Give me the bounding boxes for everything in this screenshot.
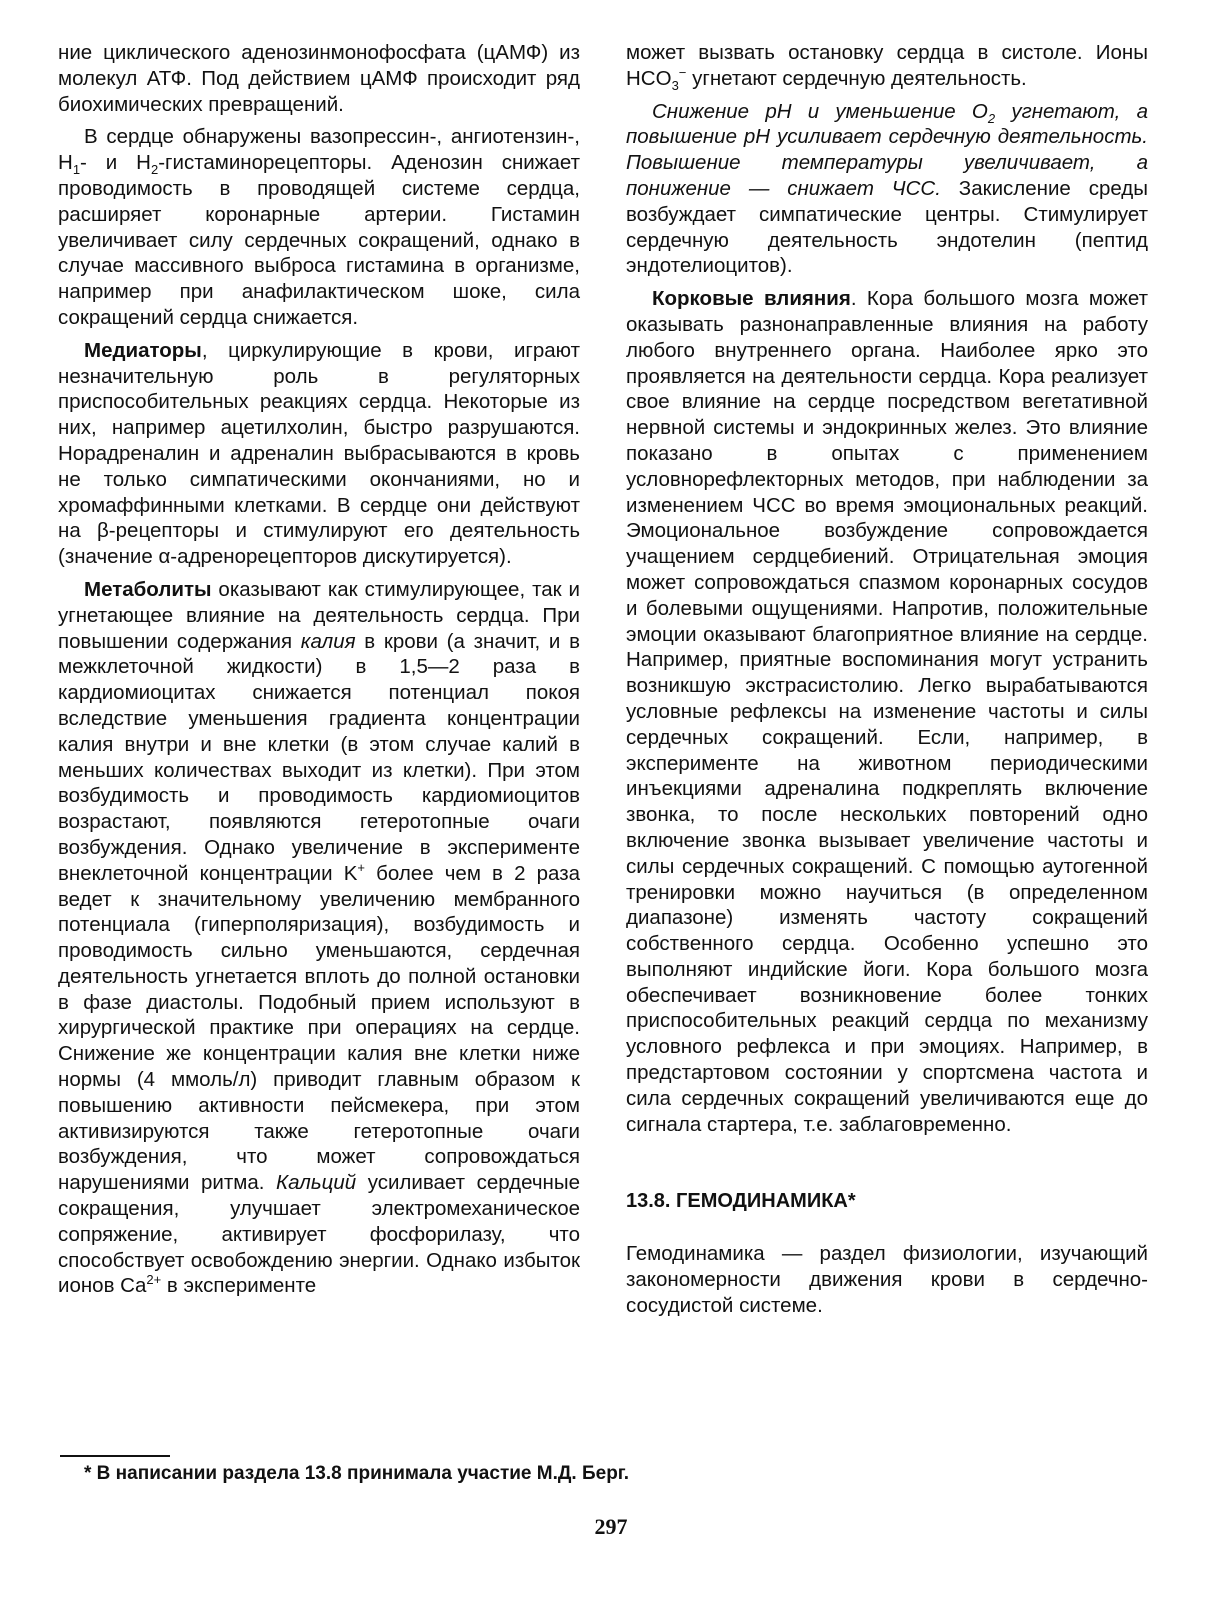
potassium-term: калия: [300, 629, 356, 653]
paragraph-metabolites: [58, 577, 580, 1299]
hco3-superscript: −: [678, 64, 687, 80]
paragraph-ions: [626, 40, 1148, 92]
ph-italic-b: угнетают, а повышение pH усиливает сердечную деятельность. Повышение температуры увеличивает, а понижение — снижает ЧСС.: [626, 99, 1148, 200]
paragraph-mediators: [58, 338, 580, 570]
paragraph-camp-continuation: ние циклического аденозинмонофосфата (цАМФ) из молекул АТФ. Под действием цАМФ происходит ряд биохимических превращений.: [58, 41, 580, 116]
right-column: [626, 40, 1148, 1326]
o2-subscript: 2: [987, 110, 996, 126]
metabolites-text-e: в эксперименте: [161, 1274, 317, 1298]
footnote-divider: [60, 1455, 170, 1457]
metabolites-text-b: в крови (а значит, и в межклеточной жидкости) в 1,5—2 раза в кардиомиоцитах снижается потенциал покоя вследствие уменьшения градиента концентрации калия внутри и вне клетки (в этом случае калий в меньших количествах выходит из клетки). При этом возбудимость и проводимость кардиомиоцитов возрастают, появляются гетеротопные очаги возбуждения. Однако увеличение в эксперименте внеклеточной концентрации K: [58, 629, 580, 885]
ca-superscript: 2+: [146, 1272, 162, 1288]
ions-text-b: угнетают сердечную деятельность.: [686, 66, 1027, 90]
receptors-text-a: В сердце обнаружены вазопрессин-, ангиотензин-, H: [58, 125, 580, 175]
metabolites-text-d: усиливает сердечные сокращения, улучшает электромеханическое сопряжение, активирует фосфорилазу, что способствует освобождению энергии. Однако избыток ионов Ca: [58, 1171, 580, 1298]
ions-text-a: может вызвать остановку сердца в систоле. Ионы HCO: [626, 41, 1148, 90]
left-column: [58, 40, 580, 1306]
metabolites-text-c: более чем в 2 раза ведет к значительному увеличению мембранного потенциала (гиперполяризация), возбудимость и проводимость сильно уменьшаются, сердечная деятельность угнетается вплоть до полной остановки в фазе диастолы. Подобный прием используют в хирургической практике при операциях на сердце. Снижение же концентрации калия вне клетки ниже нормы (4 ммоль/л) приводит главным образом к повышению активности пейсмекера, при этом активизируются также гетеротопные очаги возбуждения, что может сопровождаться нарушениями ритма.: [58, 861, 580, 1195]
page-number: 297: [594, 1514, 628, 1539]
cortical-term: Корковые влияния: [652, 287, 851, 311]
ph-italic-a: Снижение pH и уменьшение O: [652, 99, 988, 123]
h2-subscript: 2: [150, 162, 159, 178]
paragraph-cortical: [626, 286, 1148, 1137]
metabolites-term: Метаболиты: [84, 577, 212, 601]
footnote: * В написании раздела 13.8 принимала участие М.Д. Берг.: [84, 1463, 630, 1484]
ph-text: Закисление среды возбуждает симпатические центры. Стимулирует сердечную деятельность эндотелин (пептид эндотелиоцитов).: [626, 176, 1148, 278]
receptors-text-c: -гистаминорецепторы. Аденозин снижает проводимость в проводящей системе сердца, расширяет коронарные артерии. Гистамин увеличивает силу сердечных сокращений, однако в случае массивного выброса гистамина в организме, например при анафилактическом шоке, сила сокращений сердца снижается.: [58, 151, 580, 329]
hco3-subscript: 3: [671, 77, 679, 93]
paragraph-hemodynamics: Гемодинамика — раздел физиологии, изучающий закономерности движения крови в сердечно-сосудистой системе.: [626, 1242, 1148, 1317]
paragraph-ph-temperature: [626, 99, 1148, 280]
calcium-term: Кальций: [276, 1171, 357, 1195]
cortical-text: . Кора большого мозга может оказывать разнонаправленные влияния на работу любого внутреннего органа. Наиболее ярко это проявляется на деятельности сердца. Кора реализует свое влияние на сердце посредством вегетативной нервной системы и эндокринных желез. Это влияние показано в опытах с применением условнорефлекторных методов, при наблюдении за изменением ЧСС во время эмоциональных реакций. Эмоциональное возбуждение сопровождается учащением сердцебиений. Отрицательная эмоция может сопровождаться спазмом коронарных сосудов и болевыми ощущениями. Напротив, положительные эмоции оказывают благоприятное влияние на сердце. Например, приятные воспоминания могут устранить возникшую экстрасистолию. Легко вырабатываются условные рефлексы на изменение частоты и силы сердечных сокращений. Если, например, в эксперименте на животном периодическими инъекциями адреналина подкреплять включение звонка, то после нескольких повторений одно включение звонка вызывает увеличение частоты и силы сердечных сокращений. С помощью аутогенной тренировки можно научиться (в определенном диапазоне) изменять частоту сокращений собственного сердца. Особенно успешно это выполняют индийские йоги. Кора большого мозга обеспечивает возникновение более тонких приспособительных реакций сердца по механизму условного рефлекса и при эмоциях. Например, в предстартовом состоянии у спортсмена частота и сила сердечных сокращений увеличиваются еще до сигнала стартера, т.е. заблаговременно.: [626, 287, 1148, 1136]
section-heading: 13.8. ГЕМОДИНАМИКА*: [626, 1190, 856, 1213]
h1-subscript: 1: [72, 162, 81, 178]
paragraph-receptors: [58, 124, 580, 330]
k-plus-superscript: +: [357, 859, 365, 875]
metabolites-text-a: оказывают как стимулирующее, так и угнетающее влияние на деятельность сердца. При повышении содержания: [58, 577, 580, 653]
receptors-text-b: - и H: [80, 151, 151, 175]
mediators-term: Медиаторы: [84, 338, 202, 362]
mediators-text: , циркулирующие в крови, играют незначительную роль в регуляторных приспособительных реакциях сердца. Некоторые из них, например ацетилхолин, быстро разрушаются. Норадреналин и адреналин выбрасываются в кровь не только симпатическими окончаниями, но и хромаффинными клетками. В сердце они действуют на β-рецепторы и стимулируют его деятельность (значение α-адренорецепторов дискутируется).: [58, 338, 580, 569]
